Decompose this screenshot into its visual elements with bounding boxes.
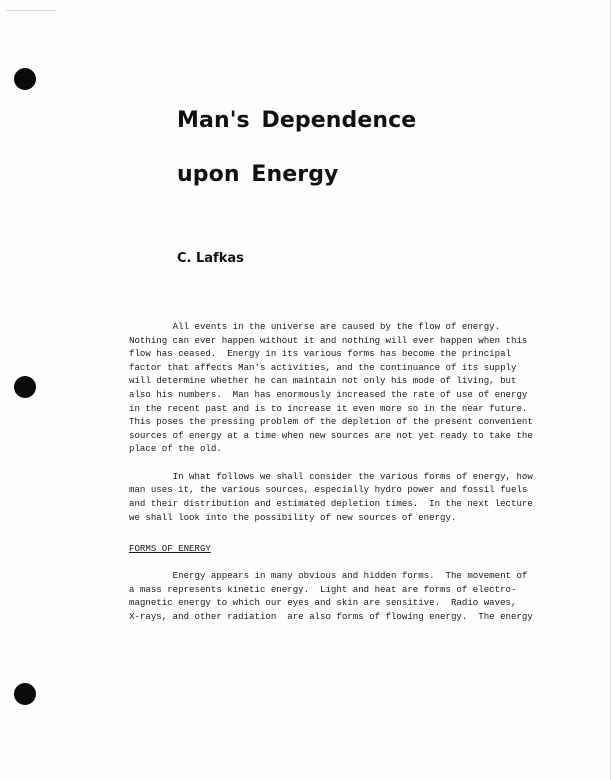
title-line-1: Man's Dependence bbox=[177, 108, 417, 133]
page-edge-mark bbox=[6, 10, 56, 11]
intro-text bbox=[129, 320, 539, 538]
section-heading-forms-of-energy: FORMS OF ENERGY bbox=[129, 543, 211, 554]
paragraph-1: All events in the universe are caused by the flow of energy. Nothing can ever happen without it and nothing will ever happen when this flow has ceased. Energy in its various forms has become the principal factor that affects Man's activities, and the continuance of its supply will determine whether he can maintain not only his mode of living, but also his numbers. Man has enormously increased the rate of use of energy in the recent past and is to increase it even more so in the near future. This poses the pressing problem of the depletion of the present convenient sources of energy at a time when new sources are not yet ready to take the place of the old. bbox=[129, 321, 533, 455]
section-text bbox=[129, 569, 539, 623]
author-name: C. Lafkas bbox=[177, 251, 244, 266]
paragraph-3: Energy appears in many obvious and hidden forms. The movement of a mass represents kinetic energy. Light and heat are forms of electro- magnetic energy to which our eyes and skin are sensitive. Radio waves, X-rays, and other radiation are also forms of flowing energy. The energy bbox=[129, 570, 533, 622]
paragraph-2: In what follows we shall consider the various forms of energy, how man uses it, the various sources, especially hydro power and fossil fuels and their distribution and estimated depletion times. In the next lecture we shall look into the possibility of new sources of energy. bbox=[129, 470, 533, 523]
punch-hole-bottom bbox=[14, 683, 36, 705]
page-right-edge bbox=[610, 0, 611, 780]
title-line-2: upon Energy bbox=[177, 162, 339, 187]
punch-hole-middle bbox=[14, 376, 36, 398]
punch-hole-top bbox=[14, 68, 36, 90]
